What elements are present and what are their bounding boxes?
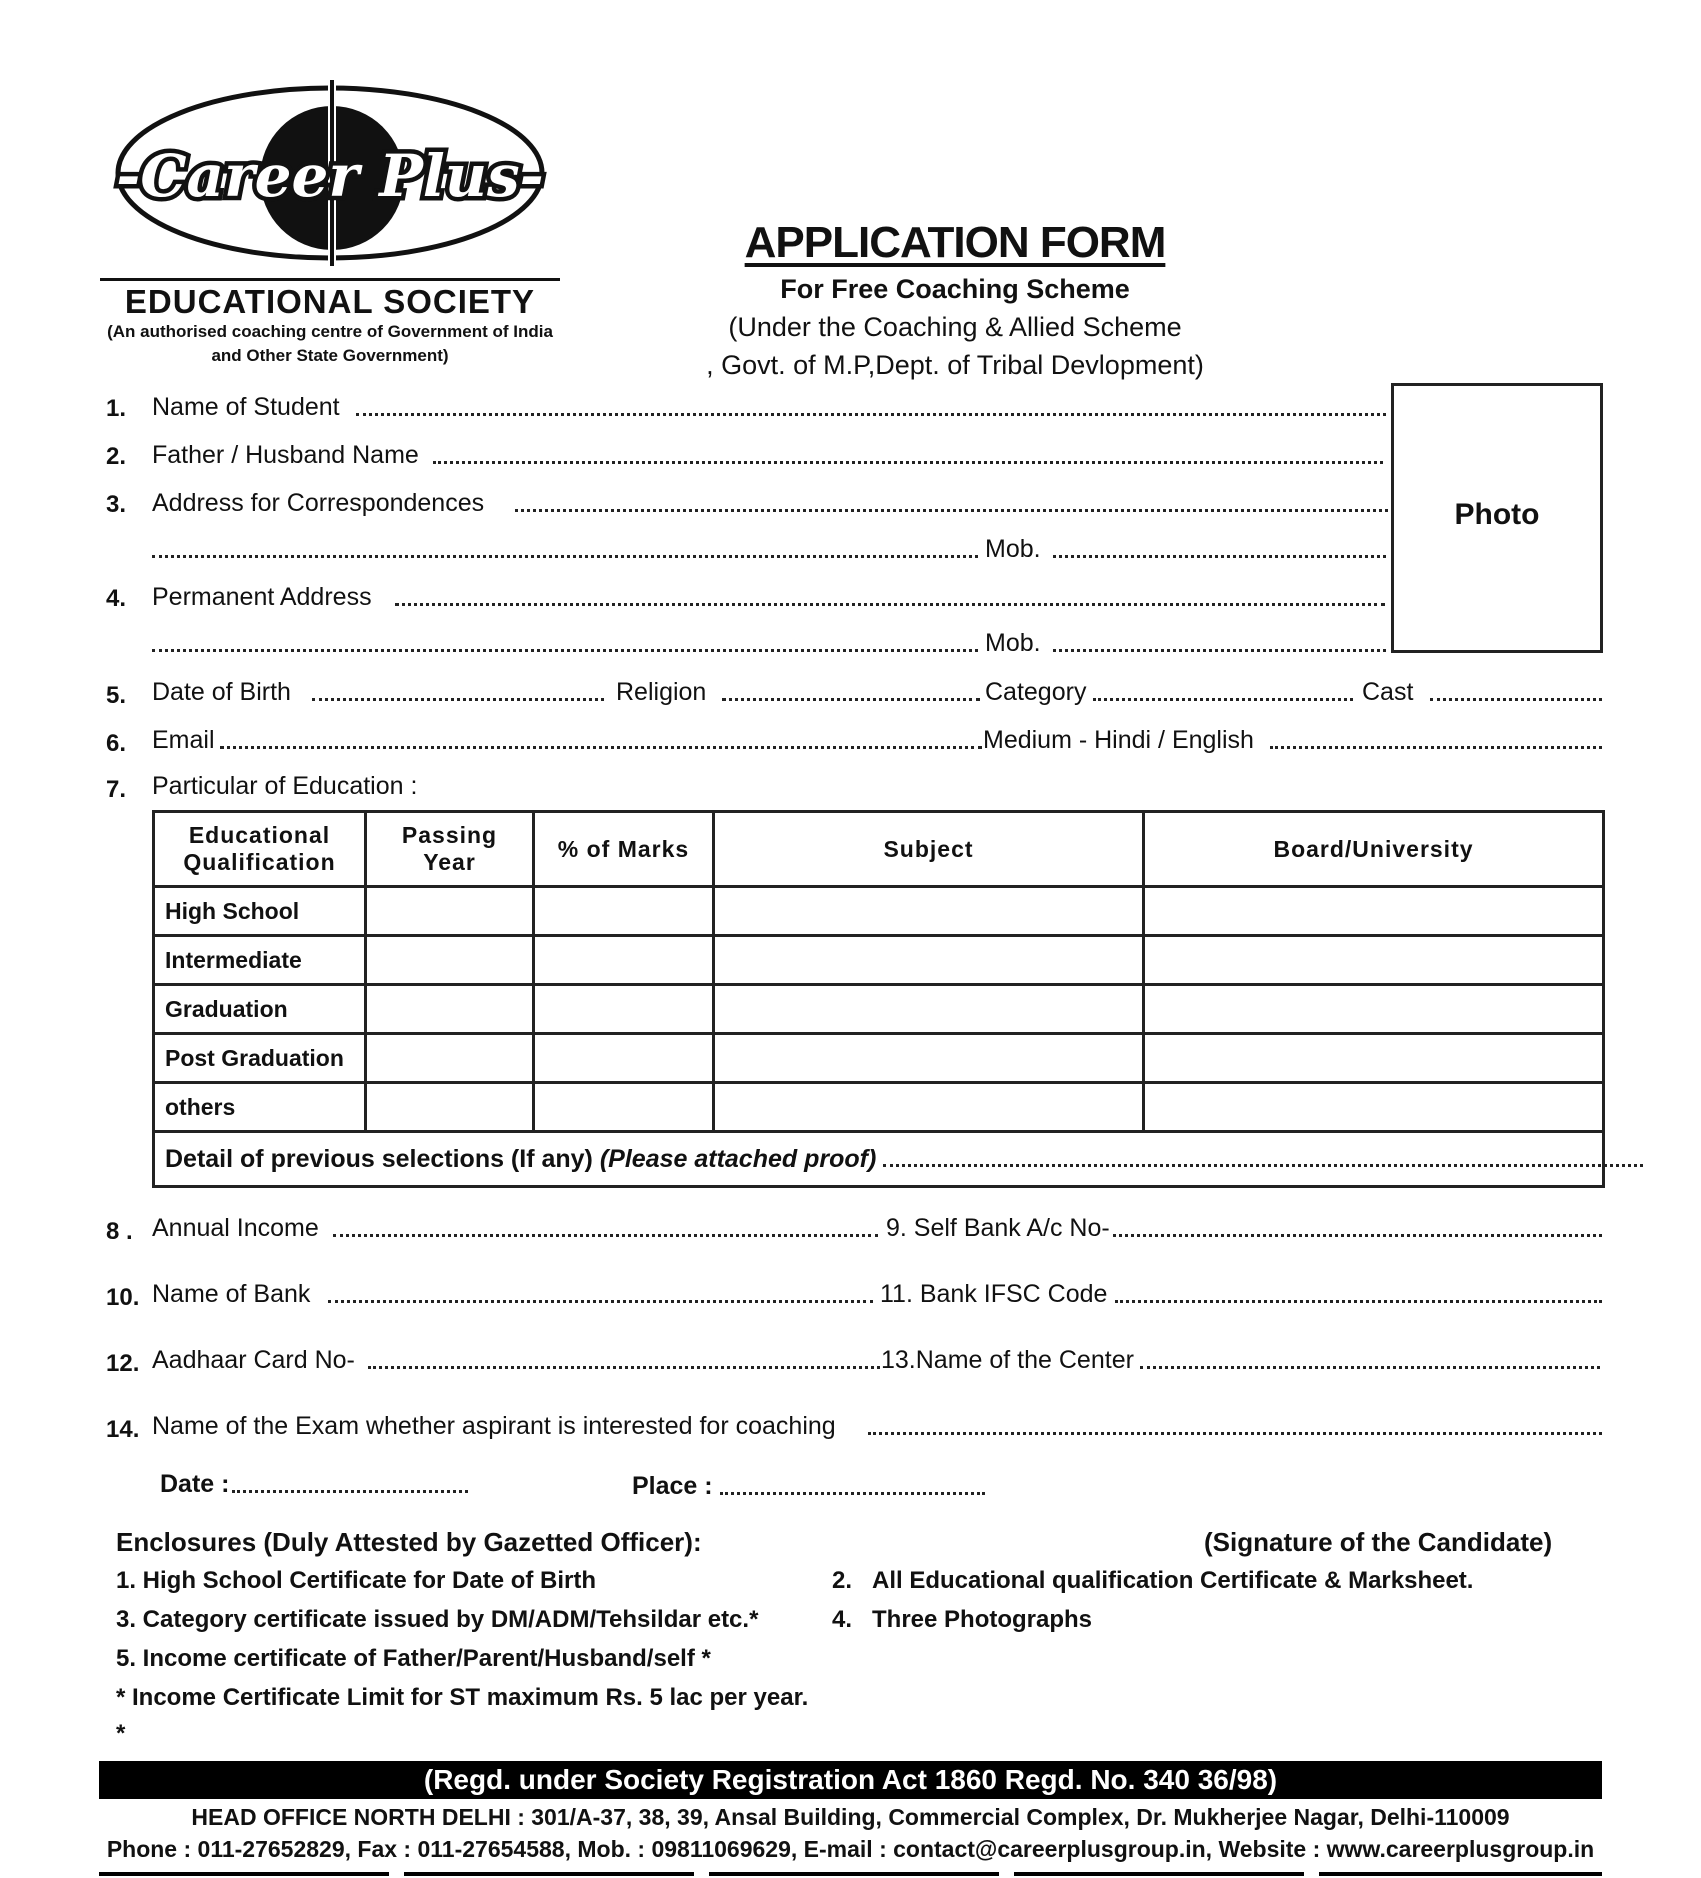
candidate-signature-label: (Signature of the Candidate) (1204, 1527, 1553, 1557)
header-marks: % of Marks (534, 812, 714, 887)
scheme-line-2: , Govt. of M.P,Dept. of Tribal Devlopment) (706, 350, 1204, 380)
row-label-others: others (154, 1083, 366, 1132)
permanent-mob-field[interactable] (1053, 649, 1386, 652)
table-cell[interactable] (534, 936, 714, 985)
enclosure-item-5: 5. Income certificate of Father/Parent/Husband/self * (116, 1645, 711, 1672)
table-cell[interactable] (534, 1034, 714, 1083)
table-cell[interactable] (534, 985, 714, 1034)
field-number-6: 6. (106, 730, 127, 757)
table-cell[interactable] (714, 1083, 1144, 1132)
registration-bar: (Regd. under Society Registration Act 1860 Regd. No. 340 36/98) (99, 1761, 1602, 1799)
table-row (154, 1034, 1604, 1083)
enclosure-item-4-number: 4. (832, 1606, 853, 1633)
student-name-label: Name of Student (152, 393, 340, 421)
field-number-10: 10. (106, 1284, 140, 1311)
previous-selection-row (154, 1132, 1604, 1187)
row-label-high-school: High School (154, 887, 366, 936)
field-number-3: 3. (106, 491, 127, 518)
field-number-4: 4. (106, 585, 127, 612)
bank-account-label: 9. Self Bank A/c No- (886, 1214, 1110, 1242)
table-cell[interactable] (1144, 1034, 1604, 1083)
form-subtitle: For Free Coaching Scheme (780, 274, 1130, 304)
table-cell[interactable] (366, 1034, 534, 1083)
bank-name-label: Name of Bank (152, 1280, 311, 1308)
date-field[interactable] (232, 1490, 468, 1493)
table-cell[interactable] (1144, 1083, 1604, 1132)
bank-name-field[interactable] (328, 1300, 873, 1303)
head-office-address: HEAD OFFICE NORTH DELHI : 301/A-37, 38, 39, Ansal Building, Commercial Complex, Dr. Mukherjee Nagar, Delhi-110009 (191, 1804, 1510, 1830)
field-number-14: 14. (106, 1416, 140, 1443)
authorised-line-1: (An authorised coaching centre of Government of India (107, 322, 553, 341)
permanent-address-line2-field[interactable] (152, 649, 978, 652)
correspondence-address-line2-field[interactable] (152, 555, 978, 558)
field-number-8: 8 . (106, 1218, 133, 1245)
place-field[interactable] (720, 1492, 985, 1495)
authorised-line-2: and Other State Government) (211, 346, 449, 365)
table-cell[interactable] (366, 936, 534, 985)
table-header-row (154, 812, 1604, 887)
form-title: APPLICATION FORM (744, 218, 1166, 267)
field-number-2: 2. (106, 443, 127, 470)
photo-label: Photo (1454, 498, 1540, 531)
table-cell[interactable] (534, 1083, 714, 1132)
exam-interest-field[interactable] (868, 1432, 1602, 1435)
student-name-field[interactable] (356, 413, 1386, 416)
annual-income-label: Annual Income (152, 1214, 319, 1242)
aadhaar-label: Aadhaar Card No- (152, 1346, 355, 1374)
father-husband-name-label: Father / Husband Name (152, 441, 419, 469)
table-cell[interactable] (366, 1083, 534, 1132)
enclosures-heading: Enclosures (Duly Attested by Gazetted Officer): (116, 1527, 702, 1557)
previous-selection-cell[interactable] (154, 1132, 1604, 1187)
ifsc-field[interactable] (1115, 1300, 1602, 1303)
enclosure-item-2: All Educational qualification Certificate & Marksheet. (872, 1567, 1474, 1594)
header-qualification: Educational Qualification (154, 812, 366, 887)
table-cell[interactable] (534, 887, 714, 936)
permanent-address-field[interactable] (395, 603, 1385, 606)
footer-divider (1014, 1872, 1304, 1876)
row-label-post-graduation: Post Graduation (154, 1034, 366, 1083)
exam-interest-label: Name of the Exam whether aspirant is interested for coaching (152, 1412, 836, 1440)
correspondence-mob-field[interactable] (1053, 555, 1386, 558)
row-label-graduation: Graduation (154, 985, 366, 1034)
table-cell[interactable] (1144, 936, 1604, 985)
enclosure-item-2-number: 2. (832, 1567, 853, 1594)
table-cell[interactable] (1144, 985, 1604, 1034)
career-plus-logo (110, 78, 550, 268)
field-number-7: 7. (106, 776, 127, 803)
footer-divider (1319, 1872, 1602, 1876)
correspondence-address-label: Address for Correspondences (152, 489, 485, 517)
header-passing-year: Passing Year (366, 812, 534, 887)
date-label: Date : (160, 1470, 230, 1498)
medium-field[interactable] (1270, 746, 1602, 749)
header-board: Board/University (1144, 812, 1604, 887)
field-number-1: 1. (106, 395, 127, 422)
religion-label: Religion (616, 678, 707, 706)
father-husband-name-field[interactable] (433, 461, 1383, 464)
place-label: Place : (632, 1472, 713, 1500)
table-cell[interactable] (714, 985, 1144, 1034)
email-field[interactable] (220, 746, 982, 749)
aadhaar-field[interactable] (368, 1366, 880, 1369)
table-row (154, 1083, 1604, 1132)
trailing-asterisk-note: * (116, 1720, 126, 1747)
education-section-label: Particular of Education : (152, 772, 418, 800)
enclosure-item-1: 1. High School Certificate for Date of Birth (116, 1567, 597, 1594)
field-number-5: 5. (106, 682, 127, 709)
contact-details: Phone : 011-27652829, Fax : 011-27654588, Mob. : 09811069629, E-mail : contact@careerplusgroup.in, Website : www.careerplusgroup.in (106, 1836, 1595, 1862)
correspondence-mob-label: Mob. (985, 535, 1041, 563)
category-label: Category (985, 678, 1087, 706)
scheme-line-1: (Under the Coaching & Allied Scheme (728, 312, 1182, 342)
category-field[interactable] (1093, 698, 1353, 701)
education-table (152, 810, 1605, 1188)
permanent-address-label: Permanent Address (152, 583, 372, 611)
medium-label: Medium - Hindi / English (983, 726, 1254, 754)
table-cell[interactable] (366, 887, 534, 936)
table-row (154, 887, 1604, 936)
bank-account-field[interactable] (1113, 1234, 1602, 1237)
table-cell[interactable] (714, 936, 1144, 985)
previous-selection-dots (883, 1164, 1643, 1167)
table-cell[interactable] (714, 1034, 1144, 1083)
ifsc-label: 11. Bank IFSC Code (880, 1280, 1108, 1308)
svg-text:-Career Plus-: -Career Plus- (116, 142, 544, 210)
dob-label: Date of Birth (152, 678, 291, 706)
center-name-field[interactable] (1140, 1366, 1600, 1369)
annual-income-field[interactable] (333, 1234, 878, 1237)
email-label: Email (152, 726, 215, 754)
enclosure-item-4: Three Photographs (872, 1606, 1093, 1633)
row-label-intermediate: Intermediate (154, 936, 366, 985)
footer-divider (709, 1872, 999, 1876)
cast-label: Cast (1362, 678, 1414, 706)
previous-selection-note: (Please attached proof) (599, 1144, 877, 1173)
footer-divider (99, 1872, 389, 1876)
permanent-mob-label: Mob. (985, 629, 1041, 657)
table-cell[interactable] (366, 985, 534, 1034)
dob-field[interactable] (312, 698, 604, 701)
header-subject: Subject (714, 812, 1144, 887)
cast-field[interactable] (1430, 698, 1602, 701)
table-row (154, 985, 1604, 1034)
previous-selection-label: Detail of previous selections (If any) (165, 1144, 593, 1173)
society-name: EDUCATIONAL SOCIETY (100, 278, 560, 321)
field-number-12: 12. (106, 1350, 140, 1377)
table-cell[interactable] (714, 887, 1144, 936)
correspondence-address-field[interactable] (515, 509, 1388, 512)
footer-divider (404, 1872, 694, 1876)
religion-field[interactable] (722, 698, 980, 701)
income-limit-note: * Income Certificate Limit for ST maximum Rs. 5 lac per year. (116, 1684, 809, 1711)
table-row (154, 936, 1604, 985)
center-name-label: 13.Name of the Center (881, 1346, 1134, 1374)
enclosure-item-3: 3. Category certificate issued by DM/ADM/Tehsildar etc.* (116, 1606, 759, 1633)
table-cell[interactable] (1144, 887, 1604, 936)
